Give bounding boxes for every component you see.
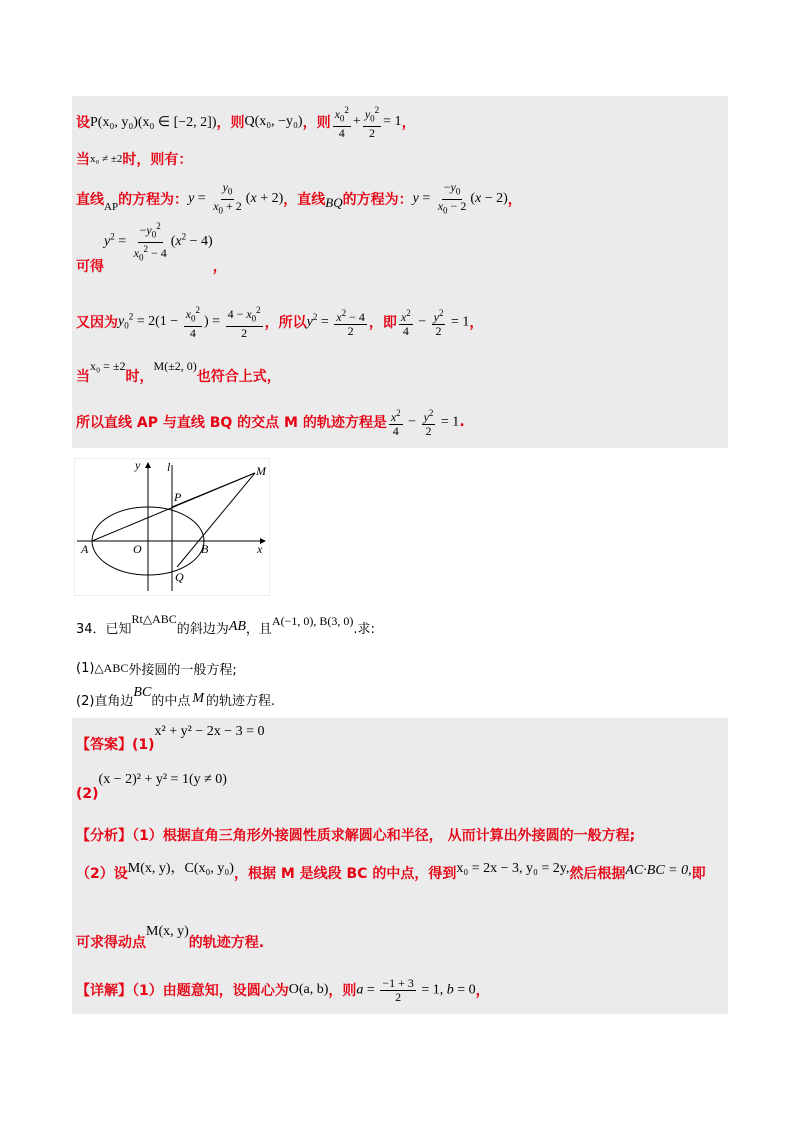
product-equation: $y^2$ = $\frac{-y_0^2}{x_0^2 - 4}$ $(x^2 - 4)$ [104, 221, 213, 262]
label-q: Q [175, 570, 184, 584]
solution-line-1: 设 P(x₀, y₀)(x₀ ∈ [−2, 2]) ，则 Q(x₀, −y₀) ，则 $\frac{x_0^2}{4}$ + $\frac{y_0^2}{2}$ = 1 ， [76, 105, 416, 140]
problem-34-q1: (1) △ABC 外接圆的一般方程; [76, 660, 237, 678]
problem-34-q2: (2)直角边 BC 的中点 M 的轨迹方程. [76, 685, 276, 709]
line-bq-equation: y = $\frac{-y_0}{x_0 - 2}$ (x − 2) [412, 180, 508, 215]
solution-line-3: 直线 AP 的方程为： y = $\frac{y_0}{x_0 + 2}$ (x + 2) ，直线 BQ 的方程为： y = $\frac{-y_0}{x_0 - 2}$ (x − 2) ， [76, 180, 522, 215]
label-x: x [257, 542, 263, 556]
solution-line-6: 当 x₀ = ±2 时， M(±2, 0) 也符合上式， [76, 359, 281, 385]
point-p: P(x₀, y₀)(x₀ ∈ [−2, 2]) [90, 114, 217, 130]
label-m: M [256, 464, 266, 478]
label-b: B [201, 542, 209, 556]
ellipse-figure [74, 458, 270, 596]
label-a: A [81, 542, 89, 556]
ellipse-equation: $\frac{x_0^2}{4}$ + $\frac{y_0^2}{2}$ = 1 [334, 105, 402, 140]
solution-line-5: 又因为 $y_0^2 = 2(1$ − $\frac{x_0^2}{4}$ ) = $\frac{4 - x_0^2}{2}$ ，所以 $y^2$ = $\frac{x^2 - 4}{2}$ ，即 $\frac{x^2}{4}$ − $\frac{y^2}{2}$ = 1 ， [76, 305, 484, 340]
analysis-line-3: 可求得动点 M(x, y) 的轨迹方程. [76, 924, 265, 951]
problem-34-statement: 34．已知 Rt△ABC 的斜边为 AB ，且 A(−1, 0), B(3, 0) .求: [76, 611, 375, 637]
solution-line-2: 当 x₀ ≠ ±2 时，则有： [76, 152, 193, 168]
analysis-line-1: 【分析】（1）根据直角三角形外接圆性质求解圆心和半径， 从而计算出外接圆的一般方程; [76, 828, 636, 844]
label-o: O [133, 542, 142, 556]
label-p: P [174, 490, 182, 504]
point-q: Q(x₀, −y₀) [244, 114, 303, 129]
solution-line-4: 可得 $y^2$ = $\frac{-y_0^2}{x_0^2 - 4}$ $(x^2 - 4)$ ， [76, 221, 227, 275]
label-y: y [135, 459, 141, 472]
detail-line-1: 【详解】（1）由题意知，设圆心为 O(a, b) ，则 a = $\frac{-1 + 3}{2}$ = 1, b = 0 ， [76, 975, 490, 1004]
answer-line-2: (2) (x − 2)² + y² = 1(y ≠ 0) [76, 772, 227, 802]
answer-line-1: 【答案】(1) x² + y² − 2x − 3 = 0 [76, 724, 265, 753]
analysis-line-2: （2）设 M(x, y)，C(x₀, y₀) ，根据 M 是线段 BC 的中点，得到 x₀ = 2x − 3, y₀ = 2y, 然后根据 AC·BC = 0, 即 [76, 861, 706, 882]
line-pm [172, 473, 255, 507]
line-ap-equation: y = $\frac{y_0}{x_0 + 2}$ (x + 2) [188, 180, 284, 215]
solution-conclusion: 所以直线 AP 与直线 BQ 的交点 M 的轨迹方程是 $\frac{x^2}{4}$ − $\frac{y^2}{2}$ = 1 . [76, 407, 465, 438]
line-bq [177, 473, 255, 567]
label-l: l [167, 460, 171, 474]
